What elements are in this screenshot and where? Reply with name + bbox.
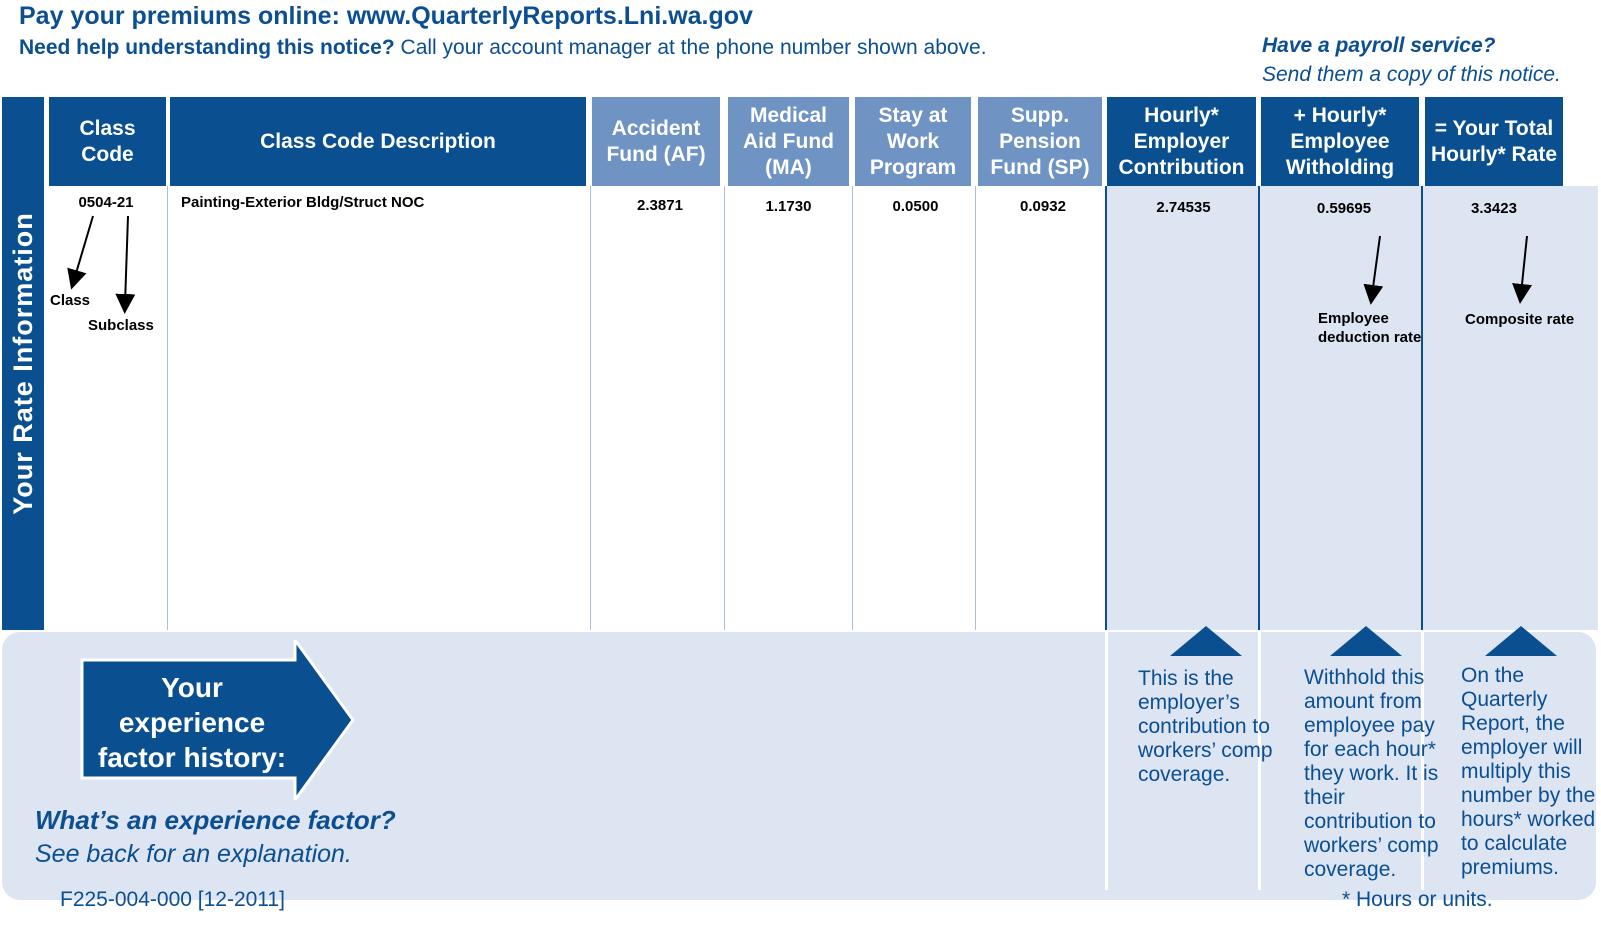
class-annotation: Class <box>50 292 91 309</box>
explain-employer: This is the employer’s contribution to workers’ comp coverage. <box>1138 667 1273 786</box>
cell-medical-aid: 1.1730 <box>765 198 812 215</box>
experience-title: Your experience factor history: <box>97 672 287 773</box>
composite-arrow <box>1521 236 1527 294</box>
side-label-text: Your Rate Information <box>7 212 38 515</box>
payroll-answer: Send them a copy of this notice. <box>1262 63 1561 86</box>
header-accident-fund-label: Accident Fund (AF) <box>606 116 706 166</box>
cell-supp-pension: 0.0932 <box>1020 198 1066 215</box>
help-text-rest: Call your account manager at the phone number shown above. <box>394 36 987 59</box>
header-employer-contribution-label: Hourly* Employer Contribution <box>1118 103 1245 179</box>
cell-description: Painting-Exterior Bldg/Struct NOC <box>181 194 425 211</box>
header-total-rate-label: = Your Total Hourly* Rate <box>1430 116 1558 166</box>
cell-employer-contribution: 2.74535 <box>1156 199 1211 216</box>
payroll-question: Have a payroll service? <box>1262 34 1496 57</box>
cell-total-rate: 3.3423 <box>1471 200 1517 217</box>
help-text-bold: Need help understanding this notice? <box>19 36 395 59</box>
pointer-triangle <box>1170 626 1242 656</box>
bottom-divider <box>1105 632 1108 890</box>
form-id: F225-004-000 [12-2011] <box>60 888 285 911</box>
experience-answer: See back for an explanation. <box>35 840 352 868</box>
employee-deduction-annotation: Employee deduction rate <box>1318 310 1422 346</box>
composite-annotation: Composite rate <box>1465 311 1575 328</box>
subclass-arrow <box>125 216 128 304</box>
header-employee-withholding-label: + Hourly* Employee Witholding <box>1285 103 1395 179</box>
header-supp-pension-label: Supp. Pension Fund (SP) <box>990 103 1090 179</box>
hours-note: * Hours or units. <box>1342 888 1493 911</box>
class-arrow <box>74 216 93 280</box>
cell-stay-at-work: 0.0500 <box>892 198 939 215</box>
subclass-annotation: Subclass <box>88 317 154 334</box>
header-class-code-label: Class Code <box>79 116 136 166</box>
cell-employee-withholding: 0.59695 <box>1316 200 1372 217</box>
explain-employee: Withhold this amount from employee pay for each hour* they work. It is their contribution to workers’ comp coverage. <box>1304 666 1439 881</box>
header-description-label: Class Code Description <box>260 129 496 153</box>
cell-accident-fund: 2.3871 <box>637 197 683 214</box>
pay-online-text: Pay your premiums online: www.QuarterlyReports.Lni.wa.gov <box>19 2 753 30</box>
explain-total: On the Quarterly Report, the employer will multiply this number by the hours* worked to calculate premiums. <box>1461 664 1596 879</box>
employee-deduction-arrow <box>1372 236 1380 295</box>
header-medical-aid-label: Medical Aid Fund (MA) <box>743 103 834 179</box>
pointer-triangle <box>1485 626 1557 656</box>
experience-question: What’s an experience factor? <box>35 805 396 835</box>
pointer-triangle <box>1330 626 1402 656</box>
header-stay-at-work-label: Stay at Work Program <box>869 103 957 179</box>
cell-class-code: 0504-21 <box>78 194 134 211</box>
